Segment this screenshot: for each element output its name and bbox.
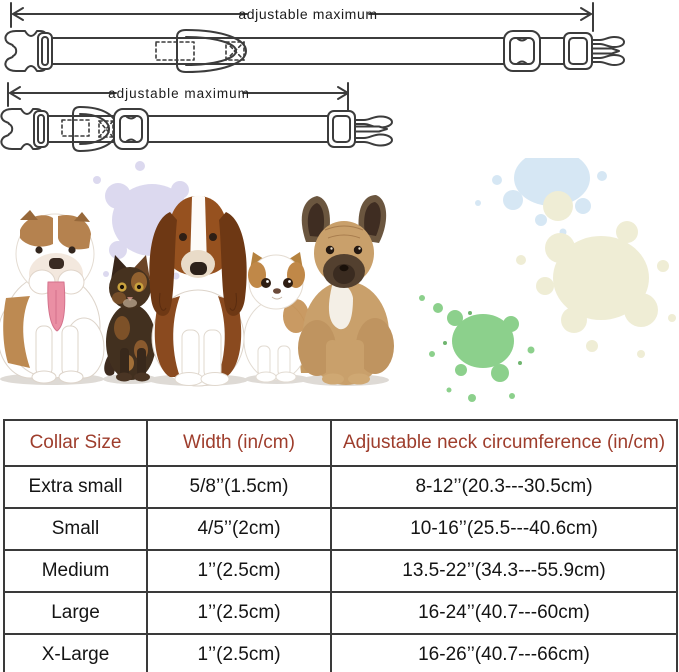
size-table <box>3 419 678 672</box>
col-header-width: Width (in/cm) <box>147 420 331 466</box>
table-row <box>4 550 677 592</box>
width-cell: 5/8’’(1.5cm) <box>147 466 331 508</box>
size-cell: Extra small <box>4 466 147 508</box>
width-cell: 1’’(2.5cm) <box>147 592 331 634</box>
tri-glide-slider-icon <box>504 31 540 71</box>
english-bulldog <box>0 210 104 383</box>
circumference-cell: 10-16’’(25.5---40.6cm) <box>331 508 677 550</box>
side-release-buckle-male-icon <box>564 33 624 69</box>
circumference-cell: 16-24’’(40.7---60cm) <box>331 592 677 634</box>
circumference-cell: 8-12’’(20.3---30.5cm) <box>331 466 677 508</box>
width-cell: 1’’(2.5cm) <box>147 550 331 592</box>
width-cell: 1’’(2.5cm) <box>147 634 331 672</box>
pets-photo <box>0 158 679 416</box>
circumference-cell: 16-26’’(40.7---66cm) <box>331 634 677 672</box>
size-cell: X-Large <box>4 634 147 672</box>
circumference-cell: 13.5-22’’(34.3---55.9cm) <box>331 550 677 592</box>
side-release-buckle-male-icon <box>328 111 392 147</box>
width-cell: 4/5’’(2cm) <box>147 508 331 550</box>
col-header-circumference: Adjustable neck circumference (in/cm) <box>331 420 677 466</box>
collar-diagram-long <box>0 0 679 80</box>
table-row <box>4 634 677 672</box>
paint-splatter-blue <box>475 158 607 236</box>
size-cell: Large <box>4 592 147 634</box>
table-header-row <box>4 420 677 466</box>
french-bulldog-puppy <box>298 195 394 385</box>
side-release-buckle-female-icon <box>5 31 52 71</box>
basset-hound <box>149 196 246 387</box>
tortoiseshell-kitten <box>104 255 156 382</box>
table-row <box>4 508 677 550</box>
table-row <box>4 466 677 508</box>
adjustable-maximum-label: adjustable maximum <box>108 86 250 101</box>
size-cell: Small <box>4 508 147 550</box>
size-cell: Medium <box>4 550 147 592</box>
adjustable-maximum-label: adjustable maximum <box>238 6 378 22</box>
collar-diagram-short <box>0 80 679 160</box>
collar-strap <box>50 38 569 64</box>
paint-splatter-green <box>419 295 535 402</box>
tri-glide-slider-icon <box>114 109 148 149</box>
table-row <box>4 592 677 634</box>
col-header-collar-size: Collar Size <box>4 420 147 466</box>
